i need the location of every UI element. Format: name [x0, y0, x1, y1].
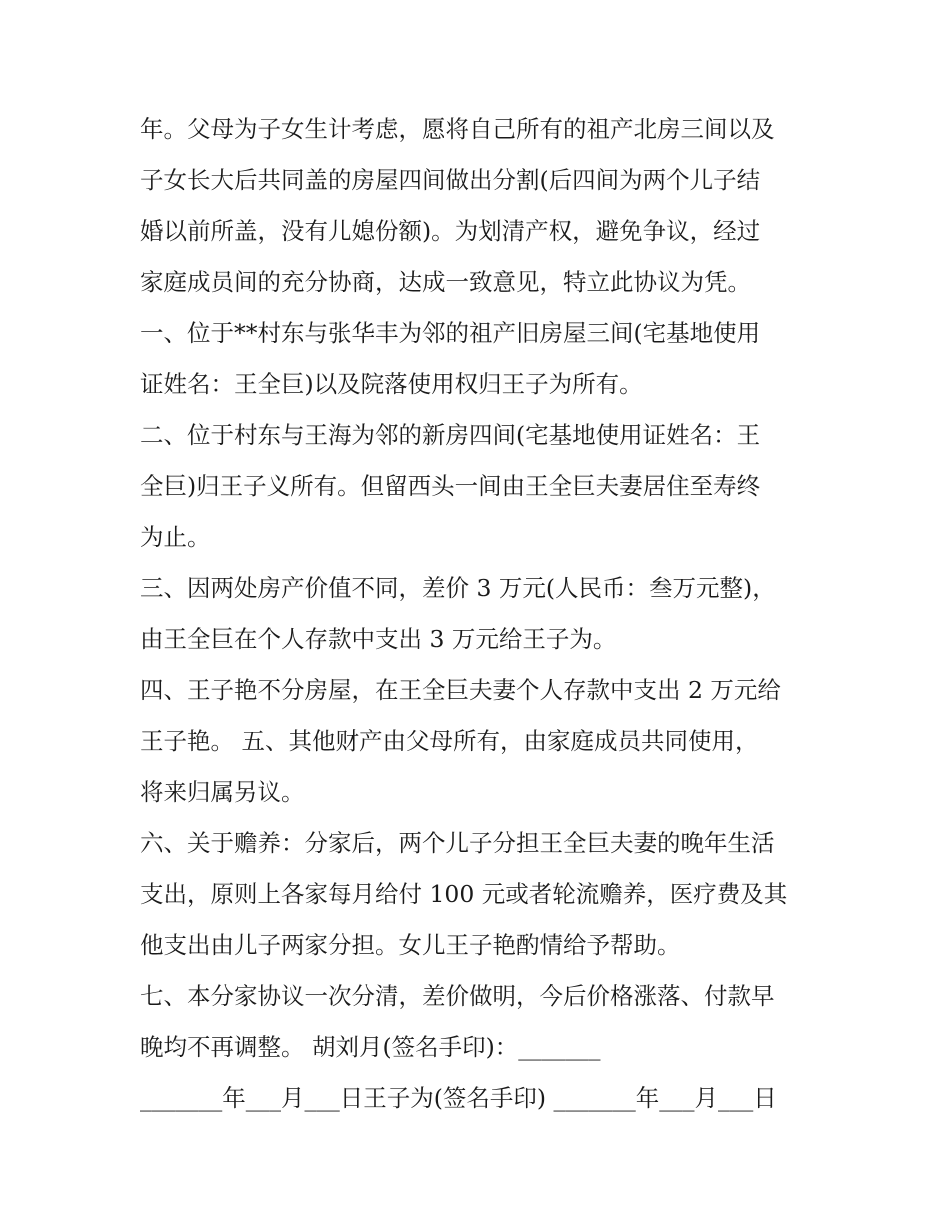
- text-line: 婚以前所盖，没有儿媳份额)。为划清产权，避免争议，经过: [140, 217, 761, 245]
- clause-4-line: 四、王子艳不分房屋，在王全巨夫妻个人存款中支出 2 万元给: [140, 676, 781, 704]
- clause-2-line: 二、位于村东与王海为邻的新房四间(宅基地使用证姓名：王: [140, 421, 761, 449]
- clause-3-line: 由王全巨在个人存款中支出 3 万元给王子为。: [140, 625, 617, 653]
- clause-7-line: 七、本分家协议一次分清，差价做明，今后价格涨落、付款早: [140, 982, 775, 1010]
- clause-6-line: 六、关于赡养：分家后，两个儿子分担王全巨夫妻的晚年生活: [140, 829, 775, 857]
- clause-1-line: 一、位于**村东与张华丰为邻的祖产旧房屋三间(宅基地使用: [140, 319, 761, 347]
- signature-date-line: _______年___月___日王子为(签名手印) _______年___月___日: [140, 1084, 777, 1112]
- clause-6-line: 他支出由儿子两家分担。女儿王子艳酌情给予帮助。: [140, 931, 681, 959]
- text-line: 年。父母为子女生计考虑，愿将自己所有的祖产北房三间以及: [140, 115, 775, 143]
- clause-1-line: 证姓名：王全巨)以及院落使用权归王子为所有。: [140, 370, 643, 398]
- agreement-body: [140, 104, 820, 1124]
- clause-6-line: 支出，原则上各家每月给付 100 元或者轮流赡养，医疗费及其: [140, 880, 788, 908]
- clause-2-line: 全巨)归王子义所有。但留西头一间由王全巨夫妻居住至寿终: [140, 472, 761, 500]
- text-line: 家庭成员间的充分协商，达成一致意见，特立此协议为凭。: [140, 268, 751, 296]
- clause-2-line: 为止。: [140, 523, 211, 551]
- clause-3-line: 三、因两处房产价值不同，差价 3 万元(人民币：叁万元整)，: [140, 574, 776, 602]
- clause-5-line: 将来归属另议。: [140, 778, 305, 806]
- signature-line: 晚均不再调整。 胡刘月(签名手印)：_______: [140, 1033, 601, 1061]
- clause-4-5-line: 王子艳。 五、其他财产由父母所有，由家庭成员共同使用，: [140, 727, 759, 755]
- text-line: 子女长大后共同盖的房屋四间做出分割(后四间为两个儿子结: [140, 166, 761, 194]
